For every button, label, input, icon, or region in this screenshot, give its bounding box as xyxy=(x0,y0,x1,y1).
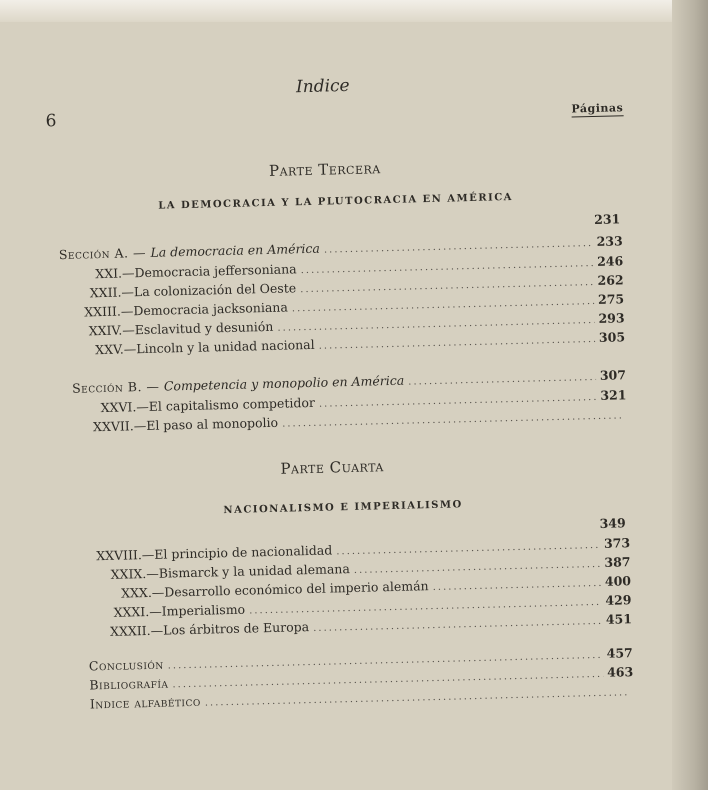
section-title: Competencia y monopolio en América xyxy=(163,372,405,394)
toc-page-number: 451 xyxy=(605,611,633,627)
toc-page-number: 321 xyxy=(600,387,627,403)
toc-label: XXII.—La colonización del Oeste xyxy=(89,280,297,301)
toc-page-number: 457 xyxy=(606,645,633,661)
toc-page-number: 307 xyxy=(599,367,627,383)
toc-label: XXV.—Lincoln y la unidad nacional xyxy=(95,336,315,358)
part-three-subtitle: LA DEMOCRACIA Y LA PLUTOCRACIA EN AMÉRICA xyxy=(158,191,514,212)
part-four-subtitle: NACIONALISMO E IMPERIALISMO xyxy=(223,499,463,517)
page-number: 6 xyxy=(45,111,57,132)
toc-page-number: 400 xyxy=(604,573,632,589)
toc-label: XXIII.—Democracia jacksoniana xyxy=(84,299,288,320)
leader-dots xyxy=(433,578,602,593)
section-title: La democracia en América xyxy=(150,240,321,260)
toc-label: XXVI.—El capitalismo competidor xyxy=(100,394,316,416)
toc-page-number: 262 xyxy=(597,272,624,288)
toc-label: XXVIII.—El principio de nacionalidad xyxy=(96,542,333,564)
leader-dots xyxy=(408,372,596,388)
part-three-title: Parte Tercera xyxy=(268,159,381,180)
toc-label: XXIX.—Bismarck y la unidad alemana xyxy=(110,561,350,582)
toc-page-number: 387 xyxy=(604,554,631,570)
toc-page-number: 429 xyxy=(605,592,632,608)
toc-label: Indice alfabético xyxy=(89,693,201,712)
part-three-intro-page: 231 xyxy=(593,211,621,227)
toc-page-number: 463 xyxy=(606,664,634,680)
leader-dots xyxy=(354,559,601,576)
leader-dots xyxy=(319,334,596,352)
part-four-intro-page: 349 xyxy=(599,515,626,531)
leader-dots xyxy=(336,540,600,557)
toc-label: XXX.—Desarrollo económico del imperio alemán xyxy=(120,578,429,601)
toc-label xyxy=(72,373,404,396)
part-four-title: Parte Cuarta xyxy=(280,457,385,478)
toc-label: XXXII.—Los árbitros de Europa xyxy=(109,619,310,639)
toc-label: XXXI.—Imperialismo xyxy=(113,601,246,620)
toc-label: XXIV.—Esclavitud y desunión xyxy=(88,318,274,339)
toc-page-number: 246 xyxy=(596,253,624,269)
leader-dots xyxy=(313,616,602,634)
toc-label: Conclusión xyxy=(88,656,164,674)
toc-page-number: 293 xyxy=(598,310,625,326)
toc-label: XXI.—Democracia jeffersoniana xyxy=(95,261,297,282)
page-title: Indice xyxy=(295,75,350,98)
leader-dots xyxy=(205,687,630,708)
leader-dots xyxy=(324,238,593,256)
toc-label: XXVII.—El paso al monopolio xyxy=(92,414,279,435)
toc-page-number: 373 xyxy=(603,535,631,551)
leader-dots xyxy=(282,410,623,429)
toc-label xyxy=(59,241,320,262)
toc-page-number: 275 xyxy=(597,291,625,307)
toc-label: Bibliografía xyxy=(89,675,169,693)
section-prefix: Sección B. — xyxy=(71,378,165,396)
pages-column-label: Páginas xyxy=(571,101,624,116)
toc-page-number: 305 xyxy=(598,329,626,345)
toc-page-number: 233 xyxy=(596,233,623,249)
section-prefix: Sección A. — xyxy=(58,244,151,263)
